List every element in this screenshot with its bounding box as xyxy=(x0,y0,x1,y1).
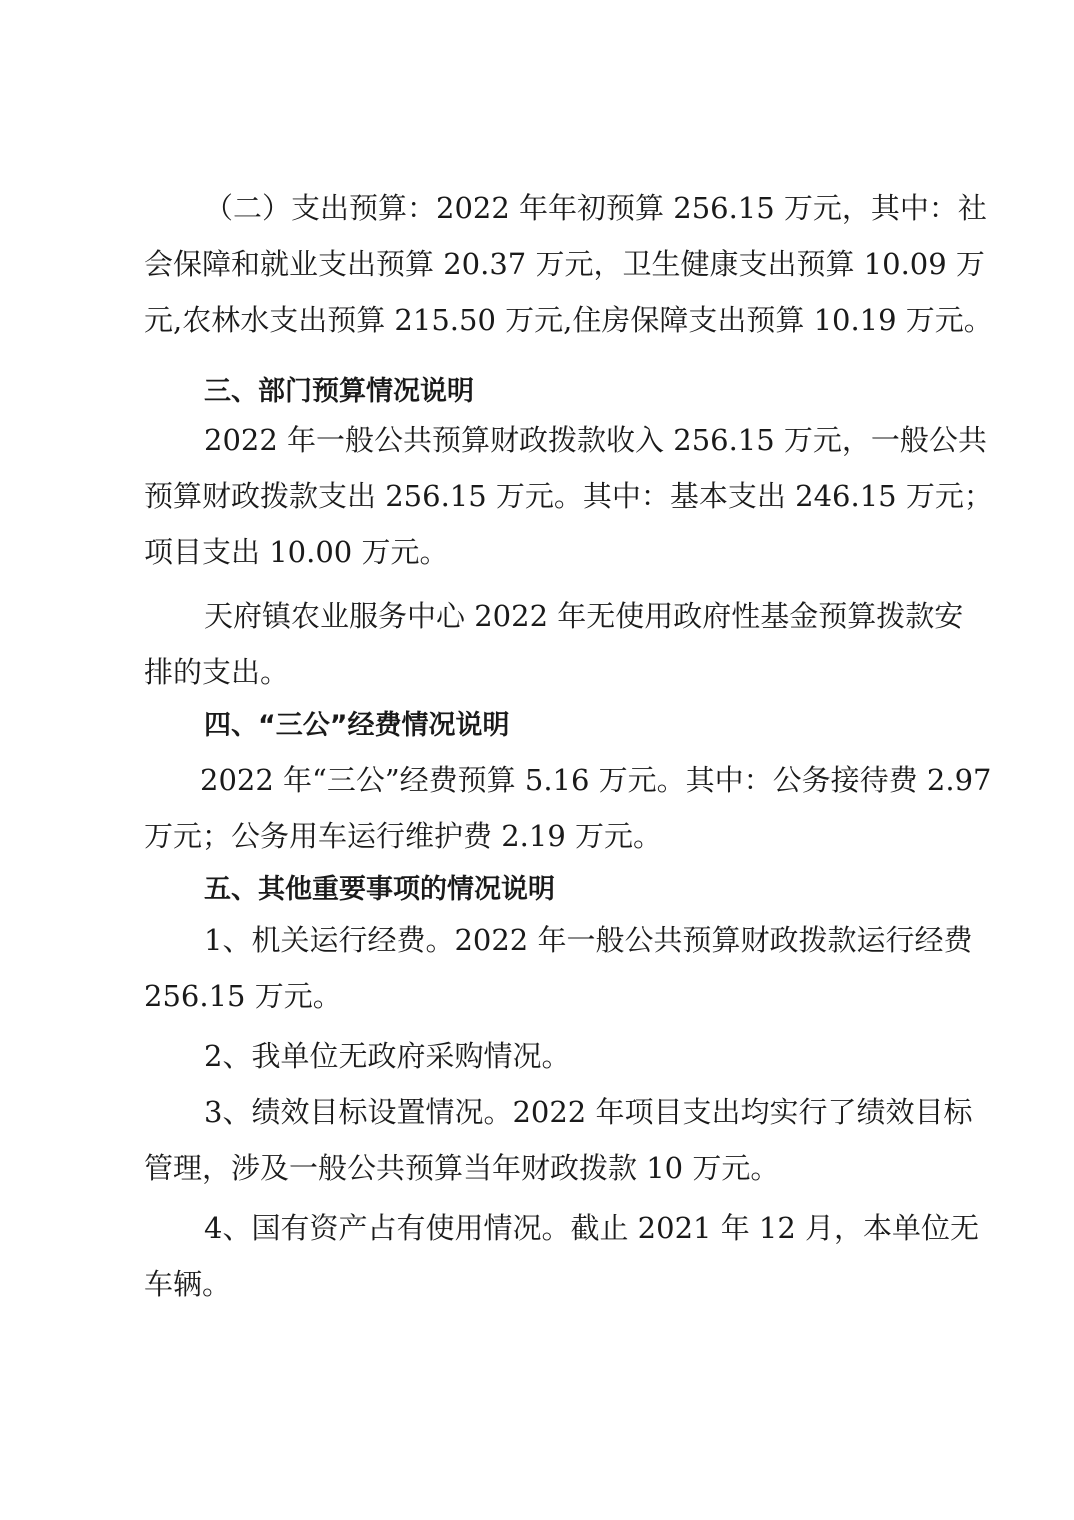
paragraph-three-public-expenses-line1: 2022 年“三公”经费预算 5.16 万元。其中：公务接待费 2.97 xyxy=(200,763,992,797)
heading-department-budget: 三、部门预算情况说明 xyxy=(204,376,474,407)
paragraph-expenditure-budget-line3: 元,农林水支出预算 215.50 万元,住房保障支出预算 10.19 万元。 xyxy=(144,303,993,337)
paragraph-department-budget-line2: 预算财政拨款支出 256.15 万元。其中：基本支出 246.15 万元； xyxy=(144,479,993,513)
paragraph-government-fund-line2: 排的支出。 xyxy=(144,655,290,689)
item-4-line2: 车辆。 xyxy=(144,1267,232,1301)
paragraph-expenditure-budget-line2: 会保障和就业支出预算 20.37 万元，卫生健康支出预算 10.09 万 xyxy=(144,247,985,281)
item-1-line1: 1、机关运行经费。2022 年一般公共预算财政拨款运行经费 xyxy=(204,923,973,957)
item-3-line2: 管理，涉及一般公共预算当年财政拨款 10 万元。 xyxy=(144,1151,780,1185)
paragraph-expenditure-budget-line1: （二）支出预算：2022 年年初预算 256.15 万元，其中：社 xyxy=(204,191,987,225)
item-3-line1: 3、绩效目标设置情况。2022 年项目支出均实行了绩效目标 xyxy=(204,1095,973,1129)
paragraph-government-fund-line1: 天府镇农业服务中心 2022 年无使用政府性基金预算拨款安 xyxy=(204,599,964,633)
item-1-line2: 256.15 万元。 xyxy=(144,979,342,1013)
heading-other-matters: 五、其他重要事项的情况说明 xyxy=(204,874,555,905)
paragraph-department-budget-line1: 2022 年一般公共预算财政拨款收入 256.15 万元，一般公共 xyxy=(204,423,987,457)
item-4-line1: 4、国有资产占有使用情况。截止 2021 年 12 月，本单位无 xyxy=(204,1211,980,1245)
heading-three-public-expenses: 四、“三公”经费情况说明 xyxy=(204,710,510,741)
paragraph-department-budget-line3: 项目支出 10.00 万元。 xyxy=(144,535,449,569)
item-2: 2、我单位无政府采购情况。 xyxy=(204,1039,571,1073)
paragraph-three-public-expenses-line2: 万元；公务用车运行维护费 2.19 万元。 xyxy=(144,819,663,853)
